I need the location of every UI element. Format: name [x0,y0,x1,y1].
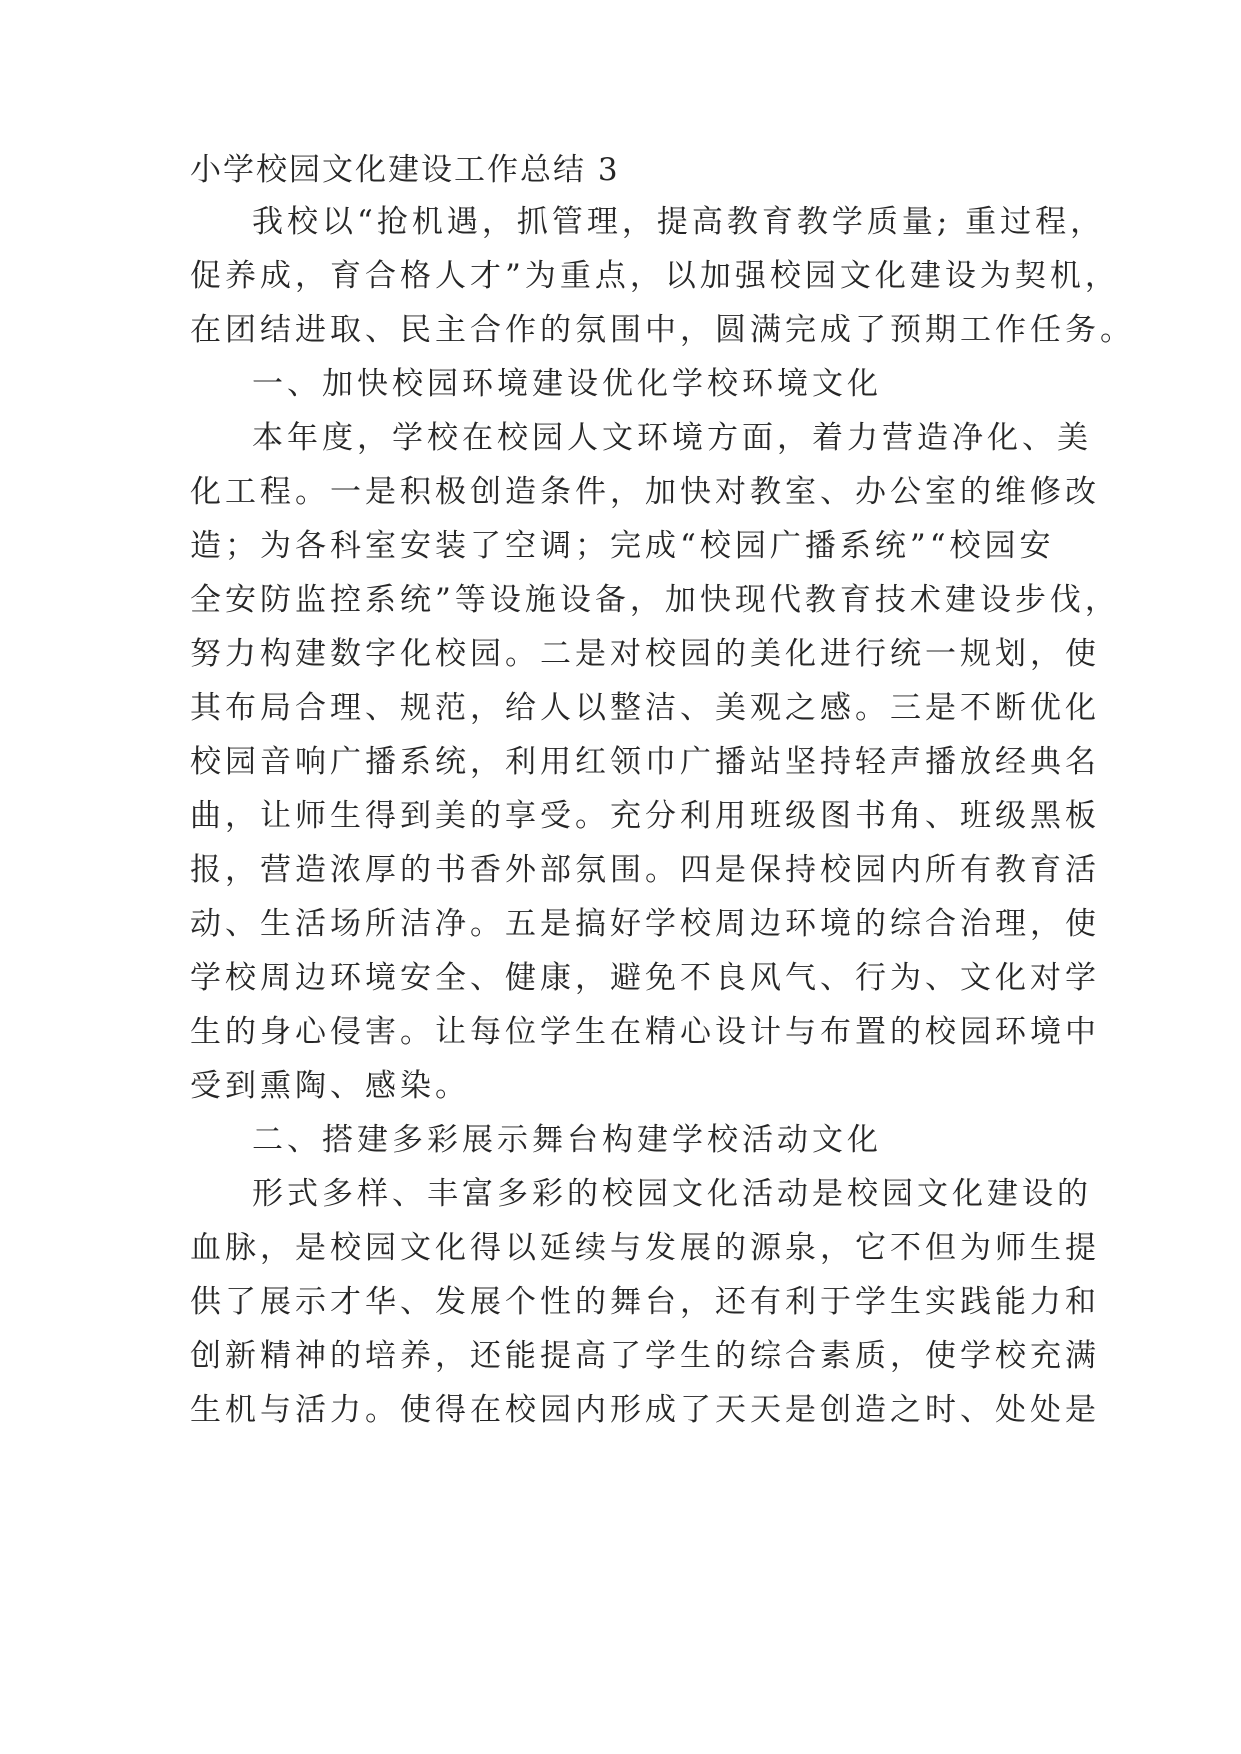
document-title: 小学校园文化建设工作总结 3 [190,152,620,188]
section-1-line: 生的身心侵害。让每位学生在精心设计与布置的校园环境中 [190,1014,1100,1050]
section-1-line: 报，营造浓厚的书香外部氛围。四是保持校园内所有教育活 [190,852,1100,888]
section-2-heading: 二、搭建多彩展示舞台构建学校活动文化 [252,1122,882,1158]
intro-line-2: 促养成，育合格人才”为重点，以加强校园文化建设为契机， [190,258,1120,294]
section-1-line: 学校周边环境安全、健康，避免不良风气、行为、文化对学 [190,960,1100,996]
section-1-line: 本年度，学校在校园人文环境方面，着力营造净化、美 [252,420,1092,456]
section-2-line: 供了展示才华、发展个性的舞台，还有利于学生实践能力和 [190,1284,1100,1320]
section-2-line: 创新精神的培养，还能提高了学生的综合素质，使学校充满 [190,1338,1100,1374]
section-1-line: 全安防监控系统”等设施设备，加快现代教育技术建设步伐， [190,582,1120,618]
intro-line-1: 我校以“抢机遇，抓管理，提高教育教学质量; 重过程， [252,204,1106,240]
section-1-line: 其布局合理、规范，给人以整洁、美观之感。三是不断优化 [190,690,1100,726]
section-1-line: 校园音响广播系统，利用红领巾广播站坚持轻声播放经典名 [190,744,1100,780]
section-2-line: 血脉，是校园文化得以延续与发展的源泉，它不但为师生提 [190,1230,1100,1266]
section-1-line: 努力构建数字化校园。二是对校园的美化进行统一规划，使 [190,636,1100,672]
section-1-line: 化工程。一是积极创造条件，加快对教室、办公室的维修改 [190,474,1100,510]
section-1-line: 动、生活场所洁净。五是搞好学校周边环境的综合治理，使 [190,906,1100,942]
section-2-line: 形式多样、丰富多彩的校园文化活动是校园文化建设的 [252,1176,1092,1212]
section-1-line: 曲，让师生得到美的享受。充分利用班级图书角、班级黑板 [190,798,1100,834]
section-1-heading: 一、加快校园环境建设优化学校环境文化 [252,366,882,402]
intro-line-3: 在团结进取、民主合作的氛围中，圆满完成了预期工作任务。 [190,312,1135,348]
section-2-line: 生机与活力。使得在校园内形成了天天是创造之时、处处是 [190,1392,1100,1428]
section-1-line: 造；为各科室安装了空调；完成“校园广播系统”“校园安 [190,528,1055,564]
section-1-line: 受到熏陶、感染。 [190,1068,470,1104]
